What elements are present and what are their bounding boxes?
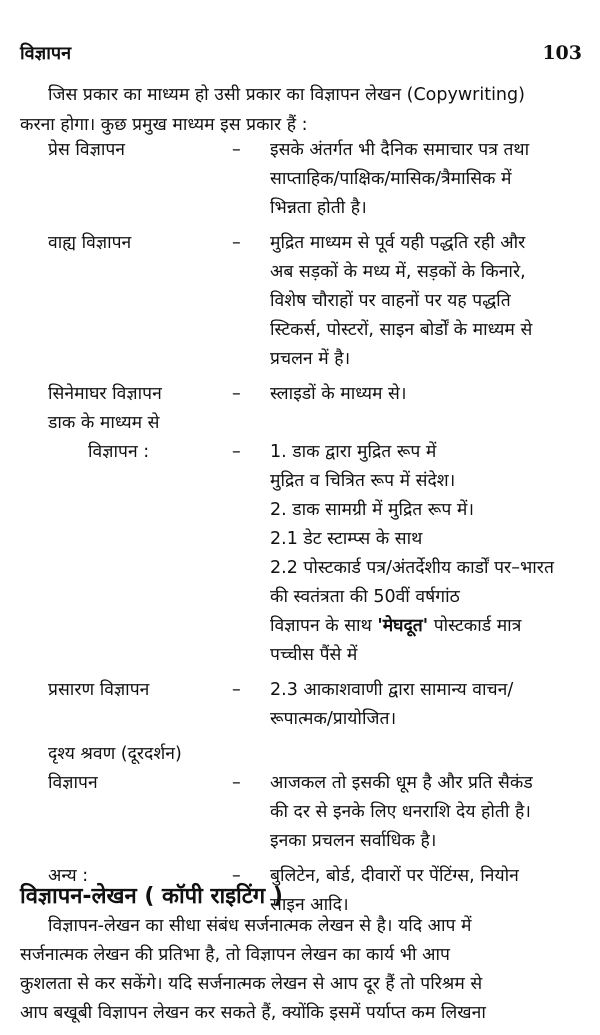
- media-text: 2.1 डेट स्टाम्प्स के साथ: [270, 529, 423, 549]
- media-list: [20, 136, 584, 920]
- text-run: विज्ञापन के साथ: [270, 616, 378, 636]
- media-text: स्टिकर्स, पोस्टरों, साइन बोर्डों के माध्यम से: [270, 320, 533, 340]
- media-text: अब सड़कों के मध्य में, सड़कों के किनारे,: [270, 262, 526, 282]
- page-header: [20, 38, 582, 68]
- running-title: विज्ञापन: [20, 43, 72, 64]
- media-text: 2.2 पोस्टकार्ड पत्र/अंतर्देशीय कार्डों पर–भारत: [270, 558, 554, 578]
- para-line: विज्ञापन-लेखन का सीधा संबंध सर्जनात्मक लेखन से है। यदि आप में: [48, 916, 472, 936]
- dash: –: [232, 773, 241, 793]
- media-text: मुद्रित व चित्रित रूप में संदेश।: [270, 471, 456, 491]
- section-paragraph: [20, 912, 584, 1028]
- media-text: पच्चीस पैंसे में: [270, 645, 358, 665]
- media-text: विशेष चौराहों पर वाहनों पर यह पद्धति: [270, 291, 511, 311]
- media-label: वाह्य विज्ञापन: [48, 233, 132, 253]
- media-row-outdoor: [20, 229, 584, 258]
- media-text: स्लाइडों के माध्यम से।: [270, 384, 407, 404]
- para-line: सर्जनात्मक लेखन की प्रतिभा है, तो विज्ञापन लेखन का कार्य भी आप: [20, 945, 450, 965]
- section-heading: विज्ञापन-लेखन ( कॉपी राइटिंग ): [20, 884, 283, 909]
- meghdoot-name: 'मेघदूत': [377, 616, 429, 636]
- media-row-broadcast: [20, 676, 584, 705]
- media-text: 2.3 आकाशवाणी द्वारा सामान्य वाचन/: [270, 680, 514, 700]
- dash: –: [232, 680, 241, 700]
- intro-line: जिस प्रकार का माध्यम हो उसी प्रकार का विज्ञापन लेखन (Copywriting): [48, 85, 525, 105]
- text-run: पोस्टकार्ड मात्र: [428, 616, 522, 636]
- media-text: 1. डाक द्वारा मुद्रित रूप में: [270, 442, 437, 462]
- page-number: 103: [542, 42, 582, 64]
- media-text: साइन आदि।: [270, 895, 349, 915]
- dash: –: [232, 140, 241, 160]
- media-row-tv: [20, 740, 584, 769]
- intro-line: करना होगा। कुछ प्रमुख माध्यम इस प्रकार हैं :: [20, 115, 308, 135]
- media-text: भिन्नता होती है।: [270, 198, 367, 218]
- media-label: सिनेमाघर विज्ञापन: [48, 384, 162, 404]
- media-row-post: [20, 409, 584, 438]
- media-label: प्रेस विज्ञापन: [48, 140, 126, 160]
- media-label: विज्ञापन :: [88, 442, 150, 462]
- media-label: प्रसारण विज्ञापन: [48, 680, 150, 700]
- media-label: अन्य :: [48, 866, 89, 886]
- media-text: की स्वतंत्रता की 50वीं वर्षगांठ: [270, 587, 460, 607]
- media-text: [270, 612, 584, 641]
- media-text: मुद्रित माध्यम से पूर्व यही पद्धति रही और: [270, 233, 526, 253]
- media-row-press: [20, 136, 584, 165]
- media-text: प्रचलन में है।: [270, 349, 351, 369]
- media-text: रूपात्मक/प्रायोजित।: [270, 709, 397, 729]
- para-line: कुशलता से कर सकेंगे। यदि सर्जनात्मक लेखन से आप दूर हैं तो परिश्रम से: [20, 974, 483, 994]
- para-line: आप बखूबी विज्ञापन लेखन कर सकते हैं, क्योंकि इसमें पर्याप्त कम लिखना: [20, 1003, 486, 1023]
- intro-paragraph: [20, 80, 584, 140]
- media-label: डाक के माध्यम से: [48, 413, 160, 433]
- media-text: की दर से इनके लिए धनराशि देय होती है।: [270, 802, 531, 822]
- media-row-cinema: [20, 380, 584, 409]
- dash: –: [232, 442, 241, 462]
- media-label: विज्ञापन: [48, 773, 98, 793]
- media-label: दृश्य श्रवण (दूरदर्शन): [48, 744, 182, 764]
- dash: –: [232, 233, 241, 253]
- media-text: इसके अंतर्गत भी दैनिक समाचार पत्र तथा: [270, 140, 530, 160]
- media-text: आजकल तो इसकी धूम है और प्रति सैकंड: [270, 773, 533, 793]
- media-text: इनका प्रचलन सर्वाधिक है।: [270, 831, 437, 851]
- dash: –: [232, 866, 241, 886]
- media-text: 2. डाक सामग्री में मुद्रित रूप में।: [270, 500, 475, 520]
- media-text: बुलिटेन, बोर्ड, दीवारों पर पेंटिंग्स, नियोन: [270, 866, 519, 886]
- media-text: साप्ताहिक/पाक्षिक/मासिक/त्रैमासिक में: [270, 169, 512, 189]
- dash: –: [232, 384, 241, 404]
